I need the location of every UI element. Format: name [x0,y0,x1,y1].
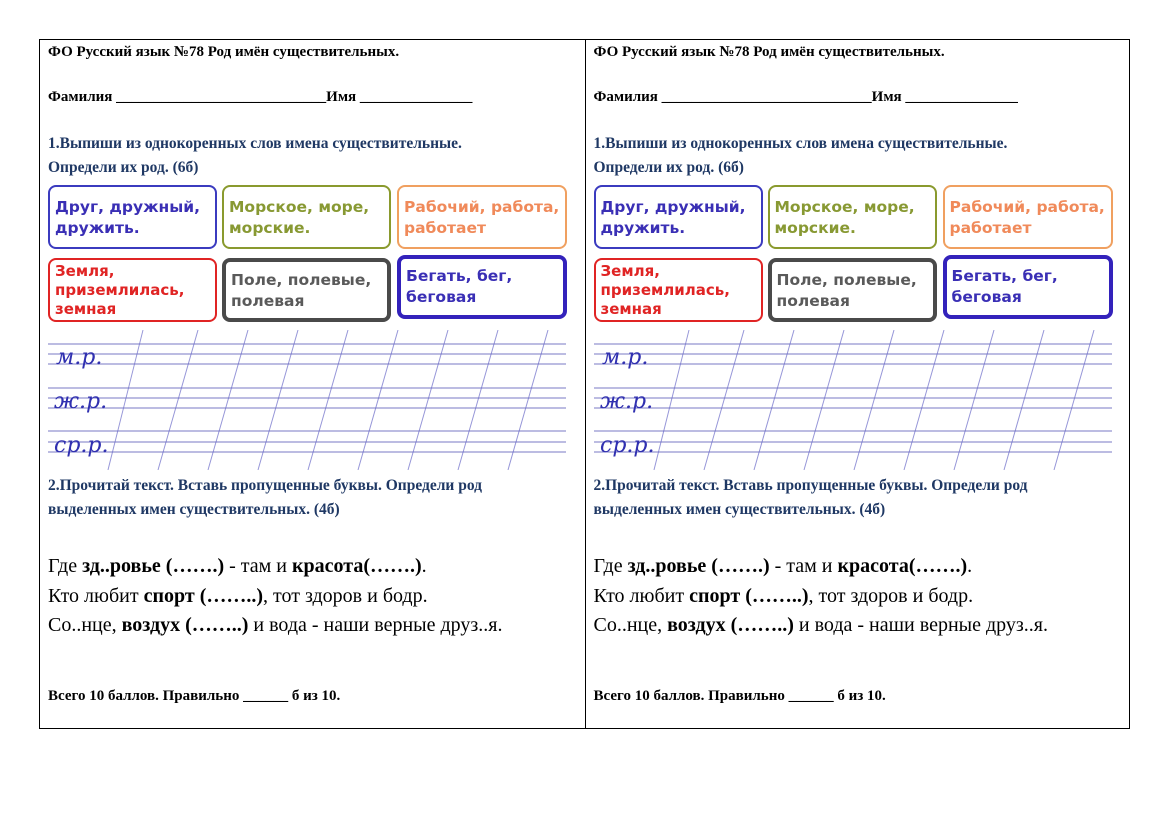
exercise-text [594,552,1129,641]
task2-instruction: 2.Прочитай текст. Вставь пропущенные буквы. Определи род выделенных имен существительных. (4б) [593,477,1028,518]
word-group-box: Земля, приземлилась, земная [48,258,217,322]
worksheet-card-right [585,40,1130,728]
worksheet-title: ФО Русский язык №78 Род имён существительных. [593,44,945,60]
exercise-text [48,552,583,641]
worksheet-title: ФО Русский язык №78 Род имён существительных. [48,44,400,60]
score-line: Всего 10 баллов. Правильно ______ б из 10. [48,688,341,704]
score-line: Всего 10 баллов. Правильно ______ б из 10. [593,688,886,704]
task2-instruction: 2.Прочитай текст. Вставь пропущенные буквы. Определи род выделенных имен существительных. (4б) [48,477,483,518]
sentence-line: Где зд..ровье (…….) - там и красота(…….). [593,555,973,577]
worksheet-card-left [40,40,585,728]
gender-label-neuter: ср.р. [54,433,109,458]
name-line: Фамилия ____________________________Имя _______________ [48,89,473,105]
word-group-grid [48,184,566,320]
word-group-box: Поле, полевые, полевая [768,258,937,322]
word-group-box: Рабочий, работа, работает [397,185,567,249]
worksheet-sheet [39,39,1130,729]
word-group-box: Морское, море, морские. [768,185,937,249]
word-group-box: Друг, дружный, дружить. [48,185,217,249]
gender-label-masculine: м.р. [601,345,648,370]
word-group-box: Бегать, бег, беговая [397,255,567,319]
word-group-box: Поле, полевые, полевая [222,258,391,322]
word-group-box: Морское, море, морские. [222,185,391,249]
handwriting-ruling[interactable] [48,330,566,470]
word-group-box: Бегать, бег, беговая [943,255,1113,319]
sentence-line: Кто любит спорт (……..), тот здоров и бодр. [593,584,974,607]
sentence-line: Со..нце, воздух (……..) и вода - наши верные друз..я. [593,614,1048,636]
gender-label-feminine: ж.р. [54,389,108,414]
name-line: Фамилия ____________________________Имя _______________ [593,89,1018,105]
word-group-box: Друг, дружный, дружить. [594,185,763,249]
task1-instruction: 1.Выпиши из однокоренных слов имена существительные. Определи их род. (6б) [593,135,1008,176]
sentence-line: Где зд..ровье (…….) - там и красота(…….). [48,555,427,577]
word-group-box: Рабочий, работа, работает [943,185,1113,249]
handwriting-ruling[interactable] [594,330,1112,470]
sentence-line: Со..нце, воздух (……..) и вода - наши верные друз..я. [48,614,503,636]
word-group-grid [594,184,1112,320]
task1-instruction: 1.Выпиши из однокоренных слов имена существительные. Определи их род. (6б) [48,135,462,176]
gender-label-feminine: ж.р. [599,389,653,414]
word-group-box: Земля, приземлилась, земная [594,258,763,322]
gender-label-masculine: м.р. [56,345,103,370]
sentence-line: Кто любит спорт (……..), тот здоров и бодр. [48,584,428,607]
gender-label-neuter: ср.р. [599,433,654,458]
